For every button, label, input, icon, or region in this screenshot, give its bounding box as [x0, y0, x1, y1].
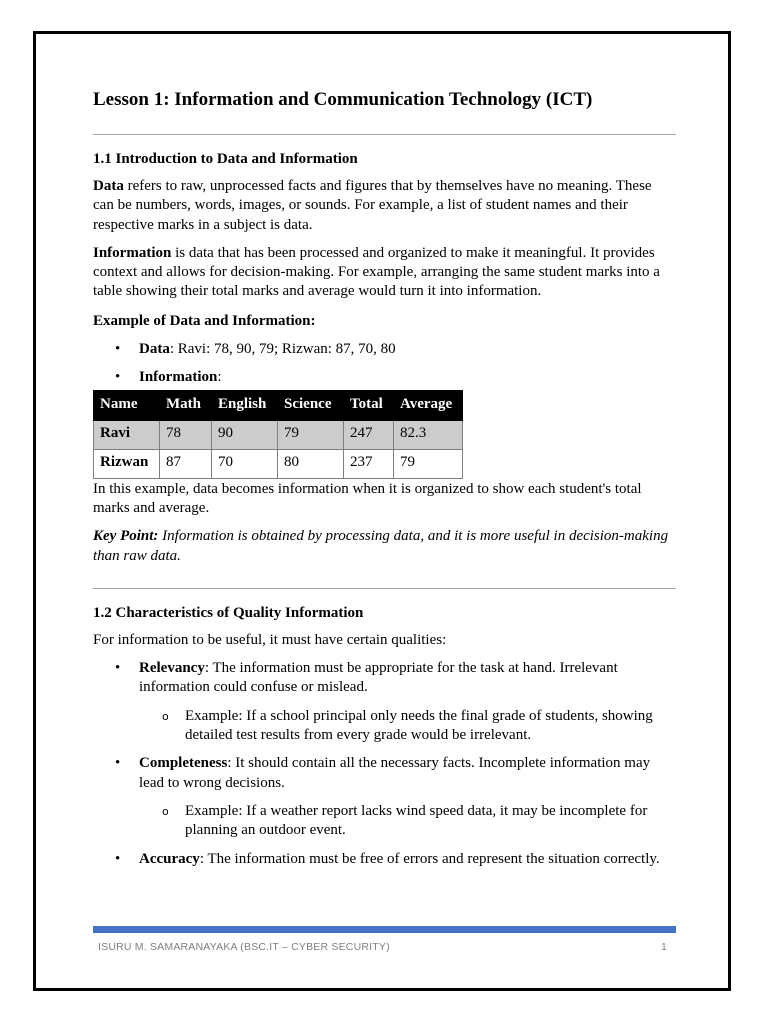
quality-bullet-list [93, 659, 676, 698]
page-title: Lesson 1: Information and Communication Technology (ICT) [93, 89, 593, 110]
table-header-cell: Total [344, 390, 394, 420]
example-text: Example: If a weather report lacks wind speed data, it may be incomplete for planning an outdoor event. [185, 802, 648, 839]
section-divider [93, 134, 676, 135]
sub-bullet-icon: o [162, 804, 169, 818]
example-text: Example: If a school principal only needs the final grade of students, showing detailed test results from every grade would be irrelevant. [185, 707, 653, 744]
table-cell: 247 [344, 420, 394, 449]
data-definition [93, 177, 676, 235]
bullet-icon: • [115, 369, 121, 386]
example-bullet-list [93, 340, 676, 388]
table-header-row [94, 390, 463, 420]
bullet-term: Accuracy [139, 850, 200, 867]
table-cell: Ravi [94, 420, 160, 449]
table-cell: 79 [278, 420, 344, 449]
list-item [93, 754, 676, 793]
list-item [93, 802, 676, 841]
list-item [93, 368, 676, 387]
key-point-text: Information is obtained by processing data, and it is more useful in decision-making than raw data. [93, 528, 669, 564]
section-heading-1-2: 1.2 Characteristics of Quality Information [93, 604, 364, 621]
document-body [93, 88, 676, 869]
table-header-cell: Science [278, 390, 344, 420]
table-cell: 82.3 [394, 420, 463, 449]
section-divider [93, 588, 676, 589]
table-cell: 80 [278, 449, 344, 478]
table-row [94, 420, 463, 449]
example-heading: Example of Data and Information: [93, 312, 316, 329]
table-header-cell: English [212, 390, 278, 420]
bullet-text: : [217, 369, 222, 386]
bullet-icon: • [115, 341, 121, 358]
table-cell: 90 [212, 420, 278, 449]
table-row [94, 449, 463, 478]
table-header-cell: Average [394, 390, 463, 420]
table-cell: 87 [160, 449, 212, 478]
list-item [93, 707, 676, 746]
bullet-term: Data [139, 341, 170, 358]
bullet-icon: • [115, 660, 121, 677]
bullet-text: : The information must be free of errors and represent the situation correctly. [199, 850, 660, 867]
sub-bullet-icon: o [162, 709, 169, 723]
footer-page-number: 1 [661, 941, 667, 953]
quality-bullet-list [93, 754, 676, 793]
bullet-text: : It should contain all the necessary facts. Incomplete information may lead to wrong decisions. [139, 755, 651, 791]
table-explanation: In this example, data becomes information when it is organized to show each student's total marks and average. [93, 480, 642, 516]
bullet-term: Relevancy [139, 660, 205, 677]
section-intro: For information to be useful, it must have certain qualities: [93, 631, 447, 648]
footer-author: ISURU M. SAMARANAYAKA (BSC.IT – CYBER SECURITY) [98, 941, 390, 953]
list-item [93, 340, 676, 359]
quality-bullet-list [93, 850, 676, 869]
data-definition-text: refers to raw, unprocessed facts and figures that by themselves have no meaning. These can be numbers, words, images, or sounds. For example, a list of student names and their respective marks in a subject is data. [93, 178, 652, 233]
information-term: Information [93, 244, 172, 261]
table-cell: Rizwan [94, 449, 160, 478]
bullet-icon: • [115, 850, 121, 867]
key-point-term: Key Point: [93, 528, 159, 545]
bullet-icon: • [115, 755, 121, 772]
bullet-text: : The information must be appropriate for the task at hand. Irrelevant information could confuse or mislead. [139, 660, 618, 696]
table-cell: 79 [394, 449, 463, 478]
list-item [93, 659, 676, 698]
table-cell: 70 [212, 449, 278, 478]
table-cell: 78 [160, 420, 212, 449]
table-header-cell: Math [160, 390, 212, 420]
bullet-term: Information [139, 369, 218, 386]
bullet-text: : Ravi: 78, 90, 79; Rizwan: 87, 70, 80 [169, 341, 396, 358]
section-heading-1-1: 1.1 Introduction to Data and Information [93, 151, 358, 167]
information-definition-text: is data that has been processed and organized to make it meaningful. It provides context and allows for decision-making. For example, arranging the same student marks into a table showing their total marks and average would turn it into information. [93, 244, 660, 300]
table-header-cell: Name [94, 390, 160, 420]
sub-bullet-list [93, 707, 676, 746]
footer-bar [93, 926, 676, 933]
information-definition [93, 244, 676, 302]
key-point [93, 527, 676, 566]
sub-bullet-list [93, 802, 676, 841]
student-marks-table [93, 390, 463, 479]
table-cell: 237 [344, 449, 394, 478]
list-item [93, 850, 676, 869]
data-term: Data [93, 178, 124, 194]
bullet-term: Completeness [139, 755, 228, 772]
